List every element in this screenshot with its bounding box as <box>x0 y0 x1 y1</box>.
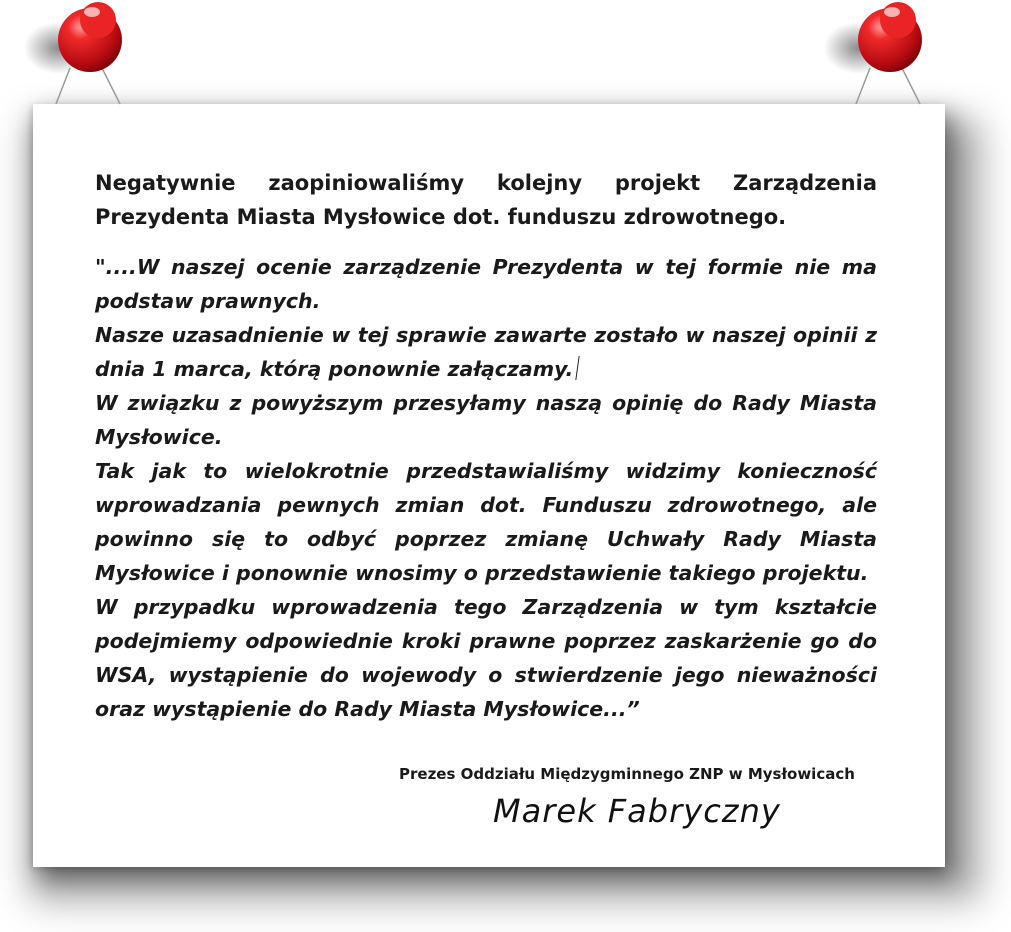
note-quote <box>95 250 877 726</box>
quote-paragraph-2-text: Nasze uzasadnienie w tej sprawie zawarte zostało w naszej opinii z dnia 1 marca, którą ponownie załączamy. <box>95 323 877 381</box>
quote-paragraph-4: Tak jak to wielokrotnie przedstawialiśmy widzimy konieczność wprowadzania pewnych zmian dot. Funduszu zdrowotnego, ale powinno się to odbyć poprzez zmianę Uchwały Rady Miasta Mysłowice i ponownie wnosimy o przedstawienie takiego projektu. <box>95 459 877 585</box>
signature-name: Marek Fabryczny <box>493 792 781 830</box>
text-cursor <box>576 356 580 380</box>
push-pin-icon <box>820 0 960 110</box>
quote-paragraph-3: W związku z powyższym przesyłamy naszą opinię do Rady Miasta Mysłowice. <box>95 391 877 449</box>
quote-paragraph-1: "....W naszej ocenie zarządzenie Prezydenta w tej formie nie ma podstaw prawnych. <box>95 255 877 313</box>
pinned-note <box>33 104 945 867</box>
note-heading: Negatywnie zaopiniowaliśmy kolejny projekt Zarządzenia Prezydenta Miasta Mysłowice dot. funduszu zdrowotnego. <box>95 171 877 229</box>
quote-paragraph-2 <box>95 318 877 386</box>
signature-title: Prezes Oddziału Międzygminnego ZNP w Mysłowicach <box>399 765 855 783</box>
note-content <box>95 166 877 726</box>
push-pin-icon <box>20 0 160 110</box>
quote-paragraph-5: W przypadku wprowadzenia tego Zarządzenia w tym kształcie podejmiemy odpowiednie kroki prawne poprzez zaskarżenie go do WSA, wystąpienie do wojewody o stwierdzenie jego nieważności oraz wystąpienie do Rady Miasta Mysłowice...” <box>95 595 877 721</box>
